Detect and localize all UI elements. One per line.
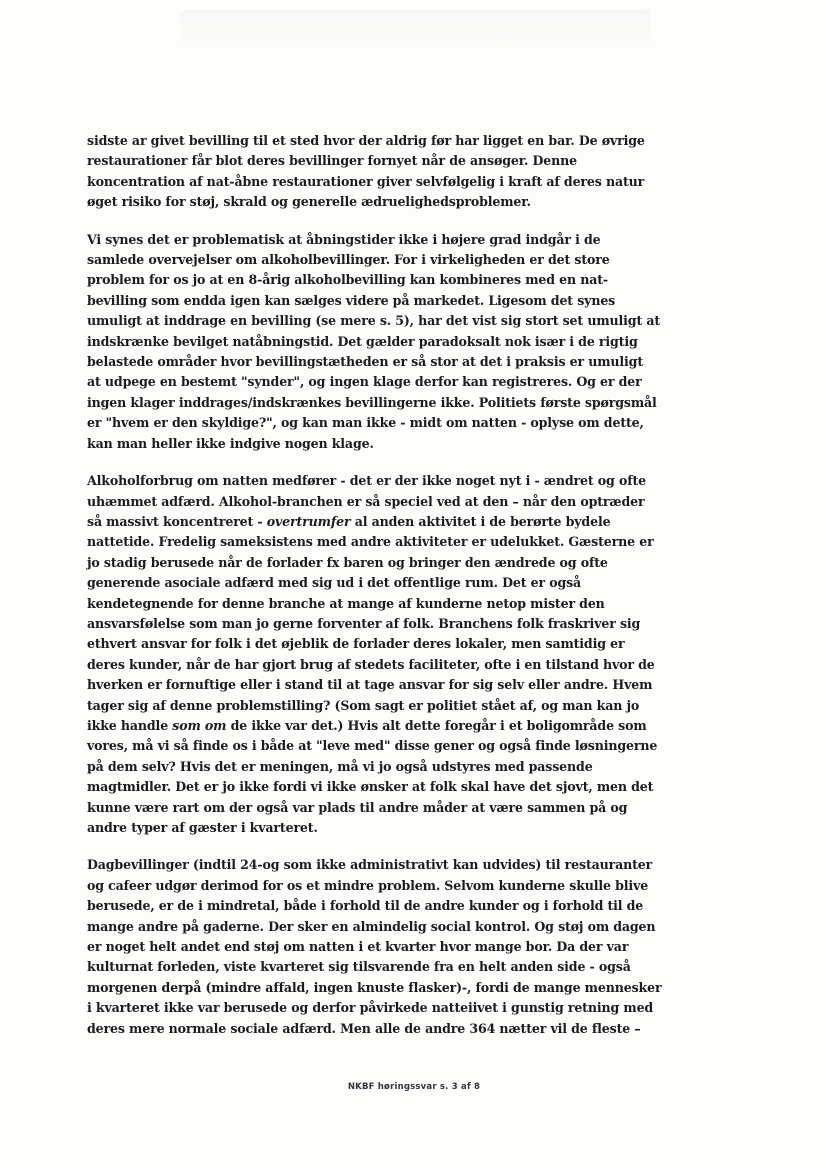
text-segment: så massivt koncentreret -	[87, 513, 267, 529]
text-line: kulturnat forleden, viste kvarteret sig tilsvarende fra en helt anden side - også	[87, 959, 631, 975]
text-line: ingen klager inddrages/indskrænkes bevillingerne ikke. Politiets første spørgsmål	[87, 394, 657, 410]
text-line: kan man heller ikke indgive nogen klage.	[87, 435, 374, 451]
text-line: at udpege en bestemt "synder", og ingen klage derfor kan registreres. Og er der	[87, 374, 642, 390]
text-line: Alkoholforbrug om natten medfører - det er der ikke noget nyt i - ændret og ofte	[87, 473, 646, 489]
paragraph-2	[87, 230, 697, 454]
italic-word: som om	[172, 717, 227, 733]
text-line: deres mere normale sociale adfærd. Men alle de andre 364 nætter vil de fleste –	[87, 1020, 641, 1036]
text-line-with-italic	[87, 512, 697, 532]
paragraph-1	[87, 131, 697, 213]
text-line: hverken er fornuftige eller i stand til at tage ansvar for sig selv eller andre. Hvem	[87, 677, 653, 693]
text-line: morgenen derpå (mindre affald, ingen knuste flasker)-, fordi de mange mennesker	[87, 979, 662, 995]
text-line: berusede, er de i mindretal, både i forhold til de andre kunder og i forhold til de	[87, 898, 644, 914]
text-line: nattetide. Fredelig sameksistens med andre aktiviteter er udelukket. Gæsterne er	[87, 534, 654, 550]
text-line: uhæmmet adfærd. Alkohol-branchen er så speciel ved at den – når den optræder	[87, 493, 645, 509]
text-line: bevilling som endda igen kan sælges videre på markedet. Ligesom det synes	[87, 292, 616, 308]
document-body	[87, 131, 697, 1056]
text-line: Dagbevillinger (indtil 24-og som ikke administrativt kan udvides) til restauranter	[87, 857, 653, 873]
text-segment: ikke handle	[87, 717, 173, 733]
text-line: tager sig af denne problemstilling? (Som sagt er politiet stået af, og man kan jo	[87, 697, 640, 713]
text-line: ansvarsfølelse som man jo gerne forventer af folk. Branchens folk fraskriver sig	[87, 615, 641, 631]
scan-header-smudge	[180, 10, 650, 50]
text-segment: de ikke var det.) Hvis alt dette foregår i et boligområde som	[226, 717, 647, 733]
text-line: belastede områder hvor bevillingstætheden er så stor at det i praksis er umuligt	[87, 354, 643, 370]
text-line: kendetegnende for denne branche at mange af kunderne netop mister den	[87, 595, 605, 611]
text-line: er noget helt andet end støj om natten i et kvarter hvor mange bor. Da der var	[87, 939, 629, 955]
text-line: generende asociale adfærd med sig ud i det offentlige rum. Det er også	[87, 575, 582, 591]
text-line: er "hvem er den skyldige?", og kan man ikke - midt om natten - oplyse om dette,	[87, 415, 644, 431]
text-line: umuligt at inddrage en bevilling (se mere s. 5), har det vist sig stort set umuligt at	[87, 313, 661, 329]
paragraph-4	[87, 855, 697, 1039]
text-line: restaurationer får blot deres bevillinger fornyet når de ansøger. Denne	[87, 153, 578, 169]
text-line: i kvarteret ikke var berusede og derfor påvirkede natteiivet i gunstig retning med	[87, 1000, 654, 1016]
page-footer: NKBF høringssvar s. 3 af 8	[347, 1082, 481, 1092]
text-line: samlede overvejelser om alkoholbevillinger. For i virkeligheden er det store	[87, 252, 610, 268]
text-line: jo stadig berusede når de forlader fx baren og bringer den ændrede og ofte	[87, 554, 608, 570]
text-line: magtmidler. Det er jo ikke fordi vi ikke ønsker at folk skal have det sjovt, men det	[87, 779, 654, 795]
text-line-with-italic	[87, 716, 697, 736]
text-line: på dem selv? Hvis det er meningen, må vi jo også udstyres med passende	[87, 758, 593, 774]
text-line: øget risiko for støj, skrald og generelle ædruelighedsproblemer.	[87, 194, 531, 210]
text-line: indskrænke bevilget natåbningstid. Det gælder paradoksalt nok især i de rigtig	[87, 333, 638, 349]
text-line: kunne være rart om der også var plads til andre måder at være sammen på og	[87, 799, 628, 815]
text-line: og cafeer udgør derimod for os et mindre problem. Selvom kunderne skulle blive	[87, 877, 649, 893]
text-line: sidste ar givet bevilling til et sted hvor der aldrig før har ligget en bar. De øvrige	[87, 133, 645, 148]
text-line: deres kunder, når de har gjort brug af stedets faciliteter, ofte i en tilstand hvor de	[87, 656, 655, 672]
text-line: problem for os jo at en 8-årig alkoholbevilling kan kombineres med en nat-	[87, 272, 609, 288]
text-segment: al anden aktivitet i de berørte bydele	[350, 513, 611, 529]
text-line: vores, må vi så finde os i både at "leve med" disse gener og også finde løsningerne	[87, 738, 658, 754]
paragraph-3	[87, 471, 697, 838]
text-line: Vi synes det er problematisk at åbningstider ikke i højere grad indgår i de	[87, 231, 601, 247]
italic-word: overtrumfer	[266, 513, 351, 529]
text-line: andre typer af gæster i kvarteret.	[87, 820, 318, 835]
text-line: ethvert ansvar for folk i det øjeblik de forlader deres lokaler, men samtidig er	[87, 636, 625, 652]
text-line: koncentration af nat-åbne restaurationer giver selvfølgelig i kraft af deres natur	[87, 173, 645, 189]
text-line: mange andre på gaderne. Der sker en almindelig social kontrol. Og støj om dagen	[87, 918, 656, 934]
